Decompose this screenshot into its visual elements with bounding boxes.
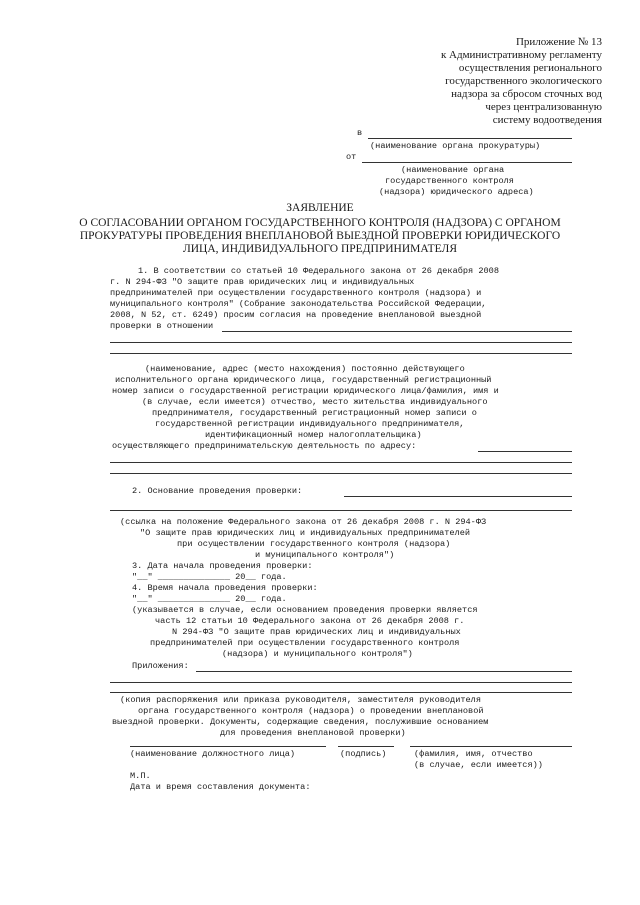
document-title-line: О СОГЛАСОВАНИИ ОРГАНОМ ГОСУДАРСТВЕННОГО КОНТРОЛЯ (НАДЗОРА) С ОРГАНОМ [79,217,561,229]
appendix-line: надзора за сбросом сточных вод [451,88,602,100]
activity-address-field-line [110,473,572,474]
appendix-line: систему водоотведения [492,114,602,126]
basis-field-line [344,496,572,497]
inspected-entity-field-line [110,342,572,343]
attachments-field-line [110,692,572,693]
section1-line: 2008, N 52, ст. 6249) просим согласия на проведение внеплановой выездной [110,310,482,320]
start-time-caption-line: (надзора) и муниципального контроля") [222,649,413,659]
activity-address-field-line [478,451,572,452]
document-heading: ЗАЯВЛЕНИЕ [286,202,354,214]
activity-address-field-line [110,462,572,463]
basis-label: 2. Основание проведения проверки: [132,486,303,496]
inspected-entity-field-line [110,353,572,354]
appendix-header [441,36,602,127]
authority-caption: (надзора) юридического адреса) [379,187,534,197]
entity-caption-line: предпринимателя, государственный регистрационный номер записи о [152,408,477,418]
position-caption: (наименование должностного лица) [130,749,296,759]
stamp-label: М.П. [130,771,151,781]
start-time-caption-line: предпринимателей при осуществлении государственного контроля [150,638,460,648]
appendix-line: осуществления регионального [458,62,602,74]
appendix-line: через централизованную [485,101,602,113]
full-name-field-line [410,746,572,747]
section1-line: муниципального контроля" (Собрание законодательства Российской Федерации, [110,299,487,309]
start-date-value: "__" ______________ 20__ года. [132,572,287,582]
authority-caption: (наименование органа [401,165,505,175]
entity-caption-line: (в случае, если имеется) отчество, место жительства индивидуального [142,397,488,407]
attachments-caption-line: для проведения внеплановой проверки) [220,728,406,738]
basis-caption-line: "О защите прав юридических лиц и индивидуальных предпринимателей [140,528,471,538]
entity-caption-line: номер записи о государственной регистрации юридического лица/фамилия, имя и [112,386,499,396]
attachments-caption-line: (копия распоряжения или приказа руководителя, заместителя руководителя [120,695,481,705]
signature-field-line [338,746,394,747]
full-name-caption: (фамилия, имя, отчество [414,749,533,759]
inspected-entity-field-line [222,331,572,332]
start-time-caption-line: (указывается в случае, если основанием проведения проверки является [132,605,478,615]
activity-address-label: осуществляющего предпринимательскую деятельность по адресу: [112,441,417,451]
basis-field-line [110,510,572,511]
attachments-label: Приложения: [132,661,189,671]
start-date-label: 3. Дата начала проведения проверки: [132,561,313,571]
attachments-field-line [196,671,572,672]
section1-line: 1. В соответствии со статьей 10 Федерального закона от 26 декабря 2008 [138,266,499,276]
prosecutor-field-line [368,138,572,139]
authority-caption: государственного контроля [385,176,514,186]
basis-caption-line: при осуществлении государственного контроля (надзора) [177,539,451,549]
to-prefix: в [357,128,363,138]
section1-line: проверки в отношении [110,321,214,331]
appendix-line: государственного экологического [445,75,602,87]
appendix-line: Приложение № 13 [515,36,602,48]
document-title-line: ЛИЦА, ИНДИВИДУАЛЬНОГО ПРЕДПРИНИМАТЕЛЯ [182,243,458,255]
document-title-line: ПРОКУРАТУРЫ ПРОВЕДЕНИЯ ВНЕПЛАНОВОЙ ВЫЕЗДНОЙ ПРОВЕРКИ ЮРИДИЧЕСКОГО [79,230,561,242]
prosecutor-caption: (наименование органа прокуратуры) [370,141,541,151]
entity-caption-line: (наименование, адрес (место нахождения) постоянно действующего [145,364,465,374]
entity-caption-line: исполнительного органа юридического лица, государственный регистрационный [115,375,492,385]
start-time-caption-line: часть 12 статьи 10 Федерального закона от 26 декабря 2008 г. [155,616,465,626]
section1-line: г. N 294-ФЗ "О защите прав юридических лиц и индивидуальных [110,277,415,287]
entity-caption-line: идентификационный номер налогоплательщика) [205,430,422,440]
datetime-label: Дата и время составления документа: [130,782,311,792]
start-time-caption-line: N 294-ФЗ "О защите прав юридических лиц и индивидуальных [172,627,461,637]
basis-caption-line: (ссылка на положение Федерального закона от 26 декабря 2008 г. N 294-ФЗ [120,517,487,527]
attachments-field-line [110,682,572,683]
start-time-value: "__" ______________ 20__ года. [132,594,287,604]
full-name-caption: (в случае, если имеется)) [414,760,543,770]
start-time-label: 4. Время начала проведения проверки: [132,583,318,593]
appendix-line: к Административному регламенту [440,49,602,61]
basis-caption-line: и муниципального контроля") [255,550,395,560]
section1-line: предпринимателей при осуществлении государственного контроля (надзора) и [110,288,482,298]
from-prefix: от [346,152,357,162]
signature-caption: (подпись) [340,749,387,759]
entity-caption-line: государственной регистрации индивидуального предпринимателя, [155,419,465,429]
attachments-caption-line: органа государственного контроля (надзора) о проведении внеплановой [138,706,484,716]
authority-field-line [362,162,572,163]
position-field-line [130,746,326,747]
attachments-caption-line: выездной проверки. Документы, содержащие сведения, послужившие основанием [112,717,489,727]
